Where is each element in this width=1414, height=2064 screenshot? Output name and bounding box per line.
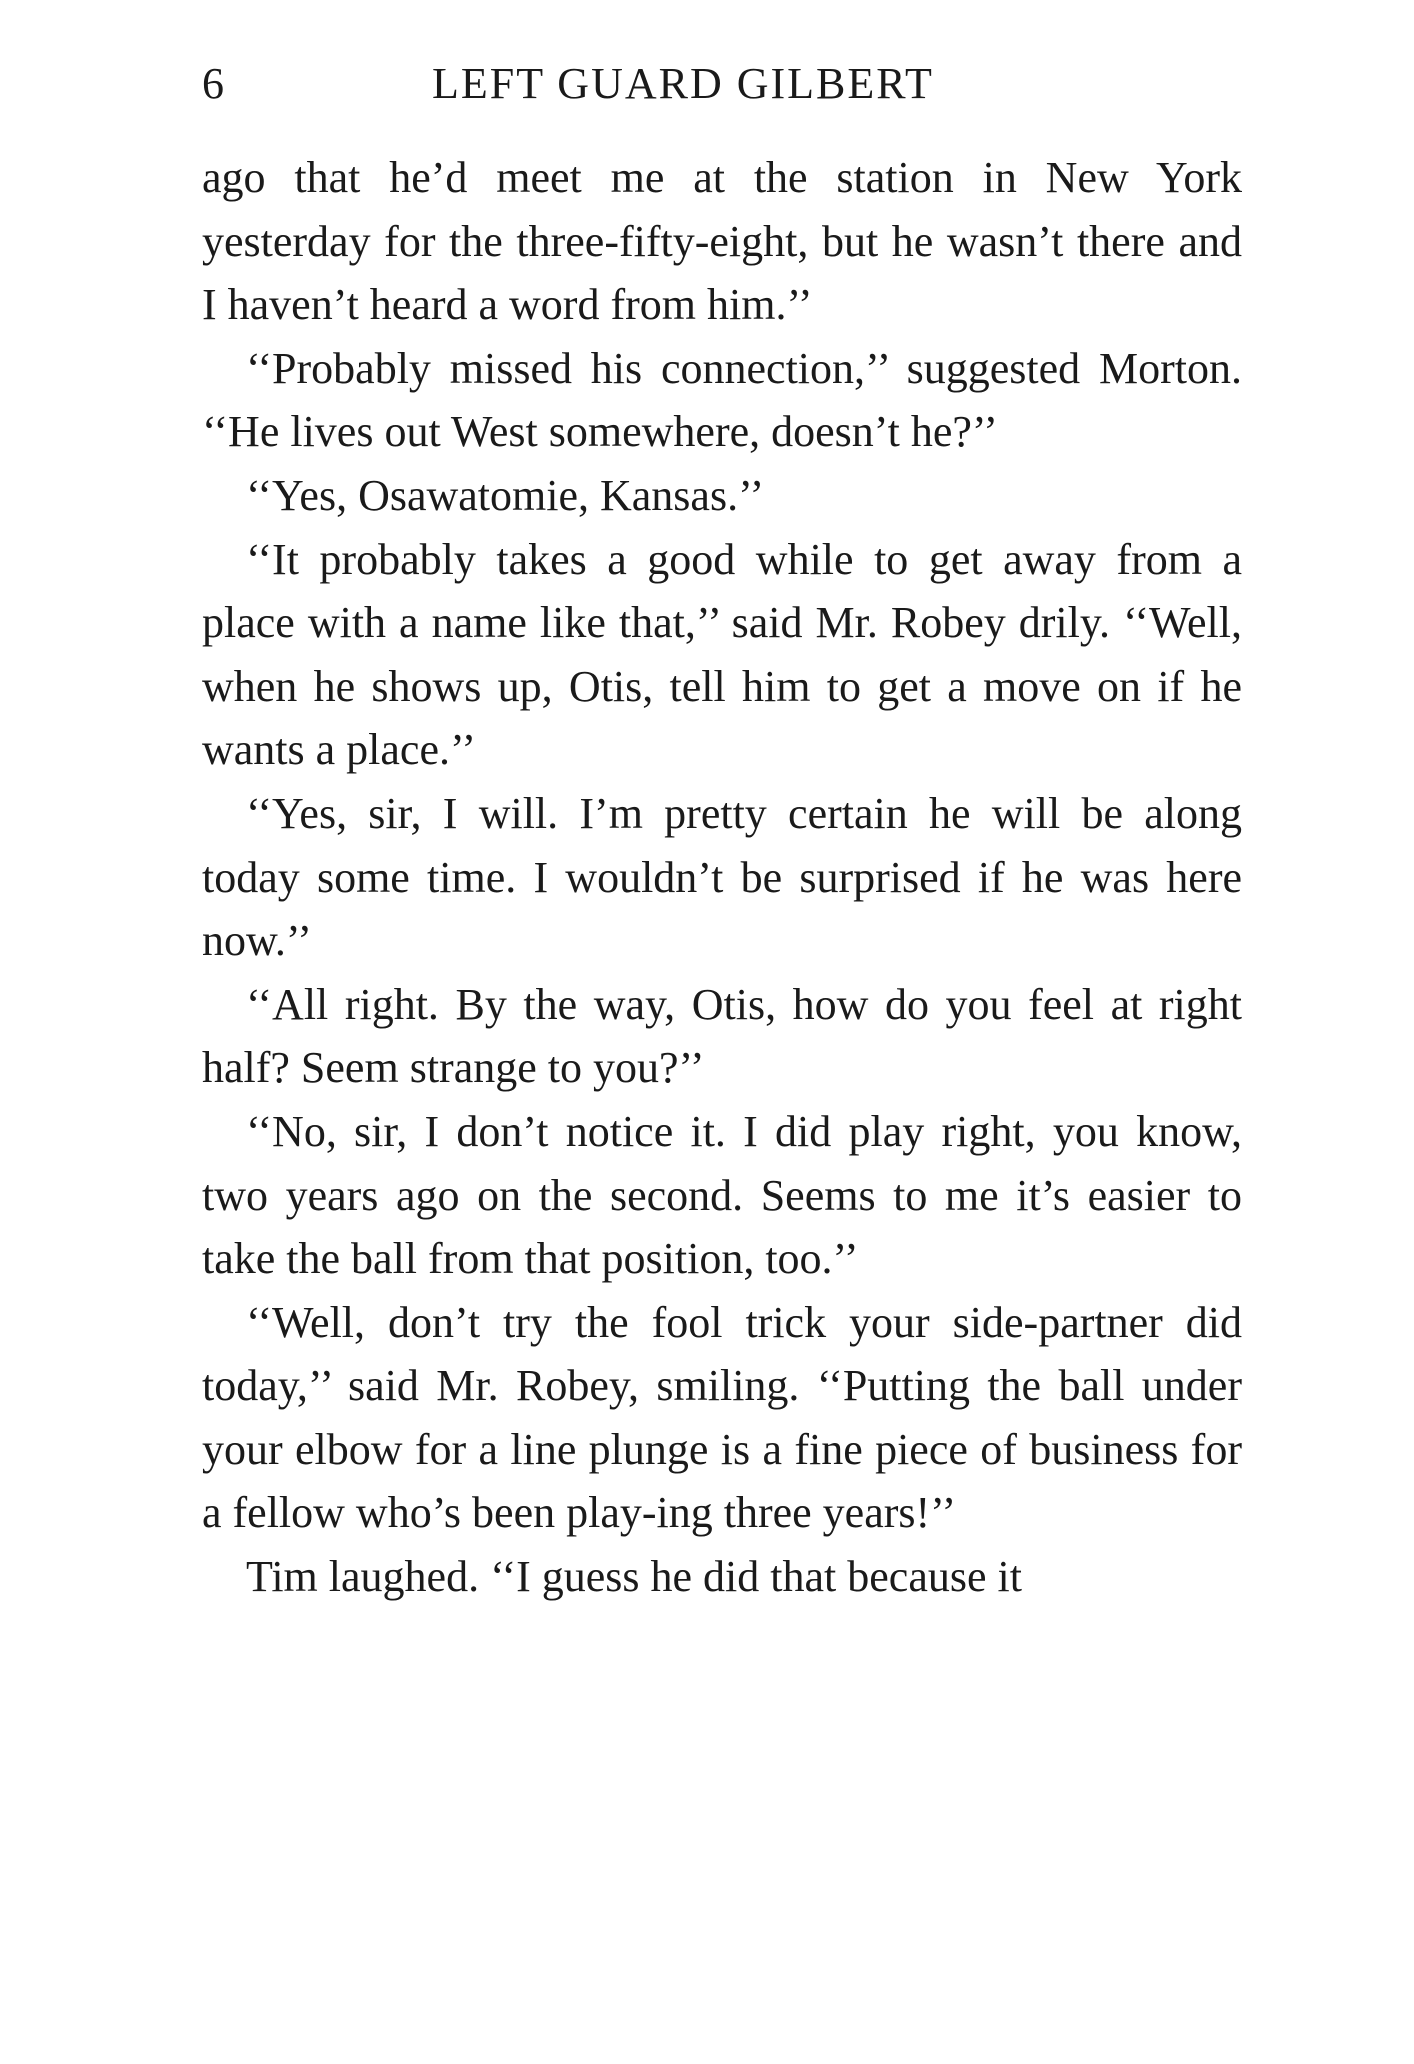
paragraph: Tim laughed. ‘‘I guess he did that because it xyxy=(246,1552,1022,1602)
paragraph: ‘‘It probably takes a good while to get away from a place with a name like that,’’ said Mr. Robey drily. ‘‘Well, when he shows up, Otis, tell him to get a move on if he wants a place.’’ xyxy=(202,534,1242,775)
paragraph: ‘‘Yes, sir, I will. I’m pretty certain he will be along today some time. I wouldn’t be surprised if he was here now.’’ xyxy=(202,788,1242,966)
page-number: 6 xyxy=(202,59,225,108)
paragraph: ‘‘Well, don’t try the fool trick your side-partner did today,’’ said Mr. Robey, smiling. ‘‘Putting the ball under your elbow for a line plunge is a fine piece of business for a fellow who’s been play-ing three years!’’ xyxy=(202,1297,1242,1538)
paragraph-continued: ago that he’d meet me at the station in New York yesterday for the three-fifty-eight, but he wasn’t there and I haven’t heard a word from him.’’ xyxy=(202,153,1242,330)
body-text xyxy=(202,146,1242,1609)
paragraph: ‘‘Probably missed his connection,’’ suggested Morton. ‘‘He lives out West somewhere, doesn’t he?’’ xyxy=(202,343,1242,457)
running-title: LEFT GUARD GILBERT xyxy=(432,59,934,108)
paragraph: ‘‘Yes, Osawatomie, Kansas.’’ xyxy=(246,470,765,520)
paragraph: ‘‘All right. By the way, Otis, how do you feel at right half? Seem strange to you?’’ xyxy=(202,979,1242,1093)
paragraph: ‘‘No, sir, I don’t notice it. I did play right, you know, two years ago on the second. Seems to me it’s easier to take the ball from that position, too.’’ xyxy=(202,1106,1242,1284)
page-header xyxy=(202,58,1242,118)
